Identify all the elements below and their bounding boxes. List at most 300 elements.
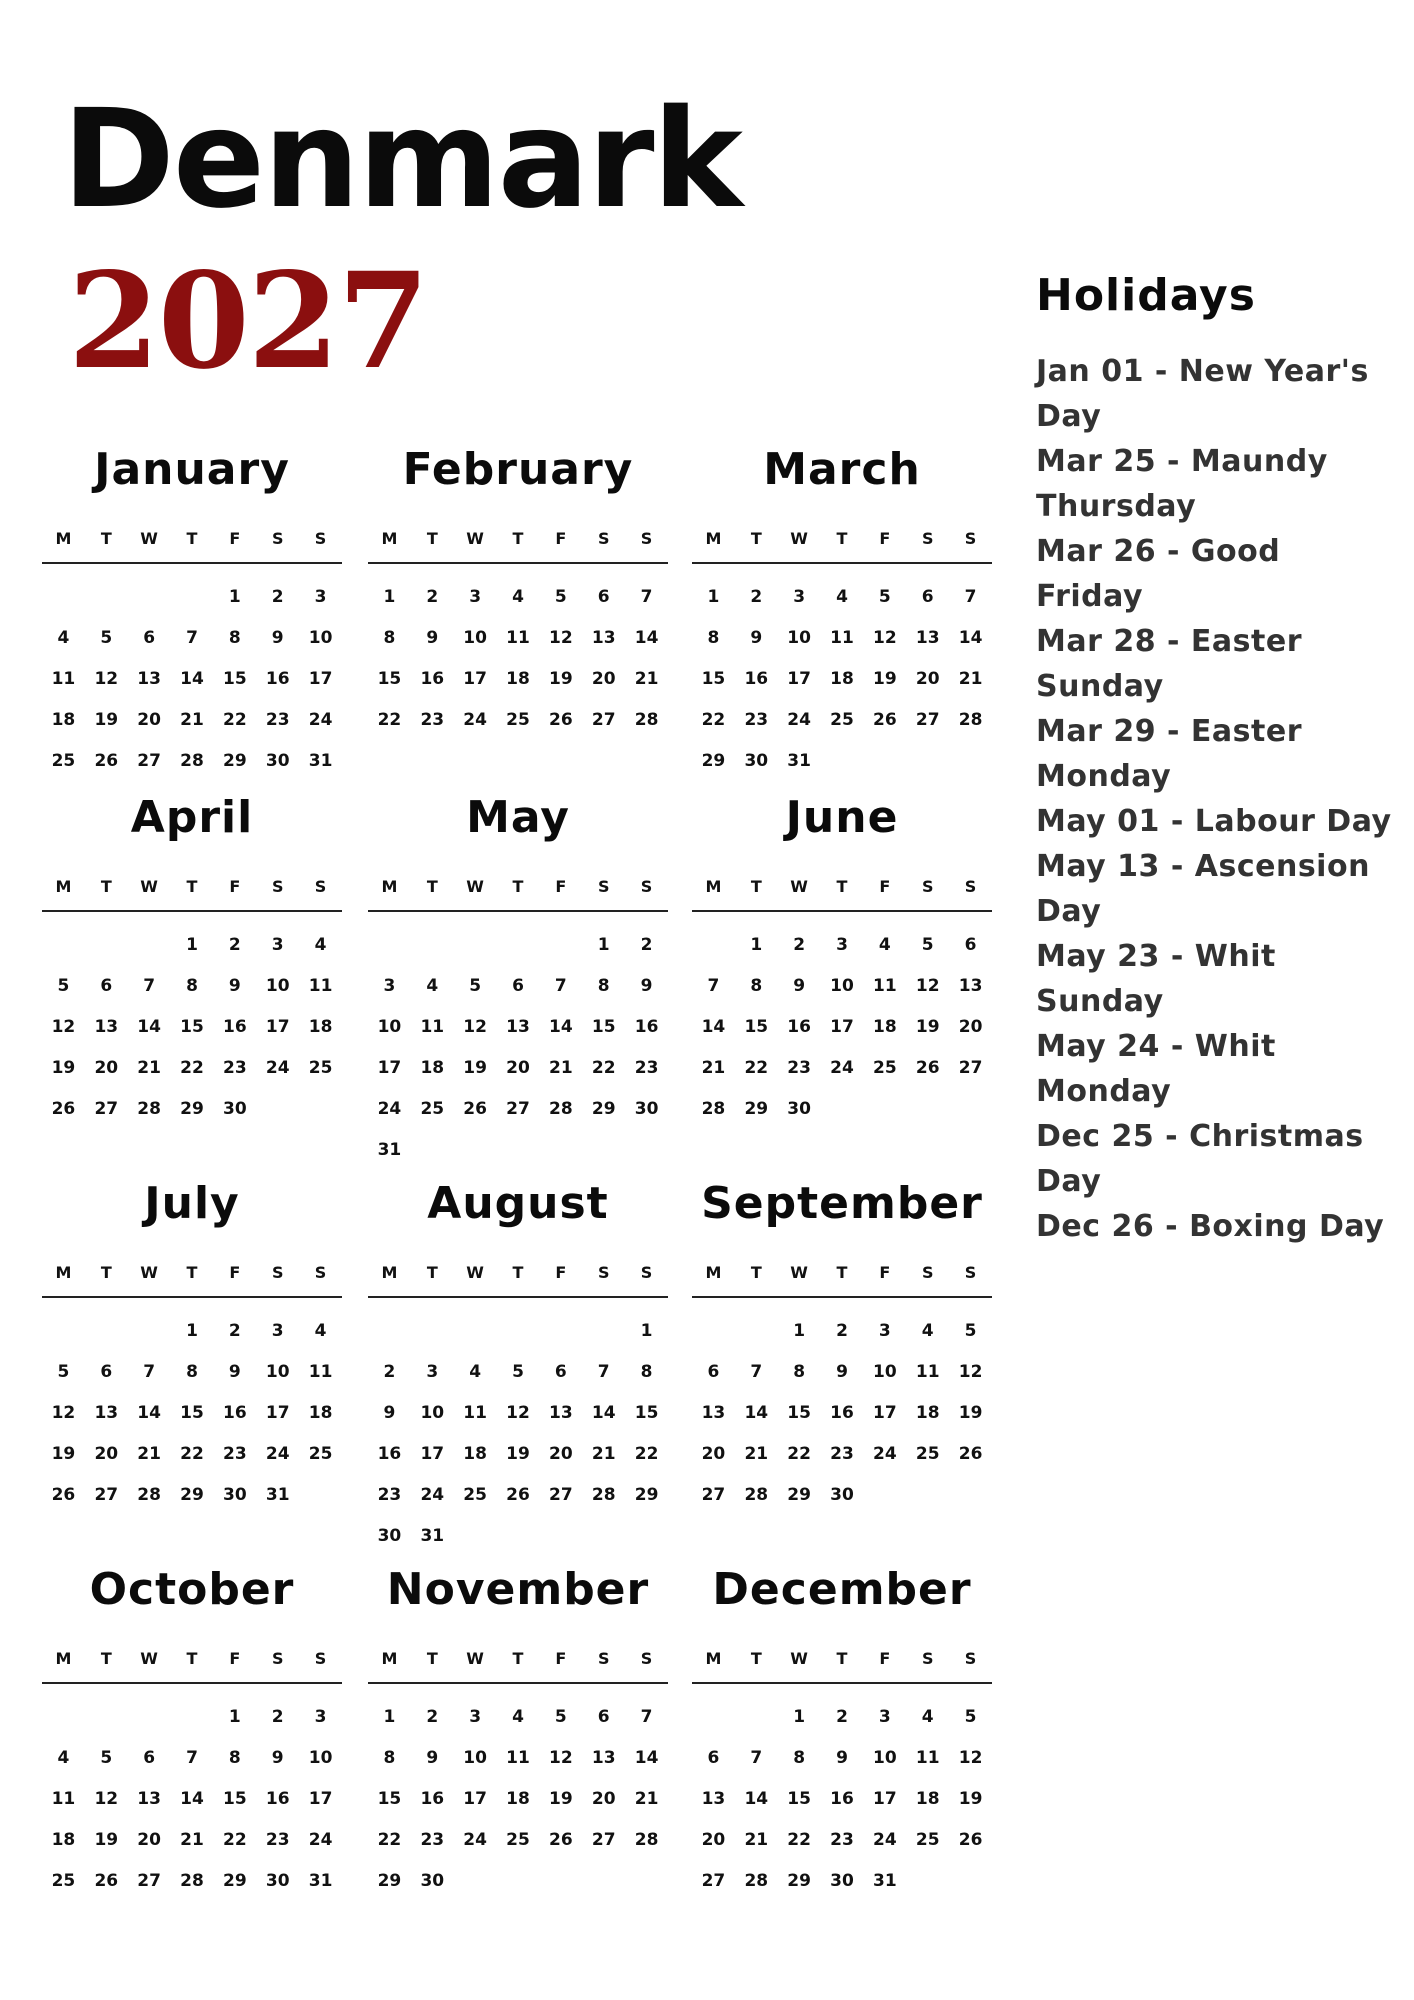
day-cell: 14 xyxy=(180,668,204,689)
day-cell: 31 xyxy=(787,750,811,771)
day-cell: 24 xyxy=(830,1057,854,1078)
weekday-label: M xyxy=(381,1263,398,1282)
day-cell: 6 xyxy=(707,1361,720,1382)
day-cell: 24 xyxy=(873,1443,897,1464)
days-grid xyxy=(368,1696,668,1901)
day-cell: 24 xyxy=(463,1829,487,1850)
day-cell: 19 xyxy=(51,1443,76,1464)
weekday-label: M xyxy=(705,1649,722,1668)
day-cell: 10 xyxy=(377,1016,402,1037)
day-cell: 9 xyxy=(426,627,439,648)
holiday-item: Mar 29 - Easter Monday xyxy=(1036,714,1303,794)
weekday-label: S xyxy=(271,1649,284,1668)
holiday-item: May 01 - Labour Day xyxy=(1036,804,1392,839)
day-cell: 3 xyxy=(426,1361,439,1382)
weekday-label: T xyxy=(186,877,198,896)
day-cell: 1 xyxy=(228,586,241,607)
day-cell: 2 xyxy=(426,586,439,607)
weekday-header xyxy=(692,1646,992,1672)
weekday-label: S xyxy=(640,1263,653,1282)
day-cell: 24 xyxy=(873,1829,897,1850)
day-cell: 15 xyxy=(377,668,402,689)
weekday-label: S xyxy=(640,529,653,548)
day-cell: 1 xyxy=(793,1706,806,1727)
day-cell: 19 xyxy=(94,709,119,730)
day-cell: 23 xyxy=(744,709,769,730)
day-cell: 5 xyxy=(878,586,891,607)
weekday-label: W xyxy=(790,877,808,896)
weekday-header xyxy=(368,1260,668,1286)
weekday-header xyxy=(692,1260,992,1286)
day-cell: 15 xyxy=(377,1788,402,1809)
day-cell: 22 xyxy=(223,1829,247,1850)
day-cell: 22 xyxy=(701,709,726,730)
day-cell: 20 xyxy=(591,668,616,689)
day-cell: 13 xyxy=(701,1402,726,1423)
divider xyxy=(42,562,342,564)
day-cell: 10 xyxy=(308,627,333,648)
days-grid xyxy=(692,1310,992,1515)
weekday-label: F xyxy=(879,877,891,896)
weekday-label: T xyxy=(100,1263,112,1282)
day-cell: 18 xyxy=(420,1057,445,1078)
day-cell: 28 xyxy=(137,1484,161,1505)
day-cell: 18 xyxy=(873,1016,897,1037)
day-cell: 7 xyxy=(554,975,567,996)
month-october xyxy=(42,1560,342,1940)
day-cell: 25 xyxy=(915,1443,940,1464)
day-cell: 19 xyxy=(873,668,897,689)
day-cell: 30 xyxy=(265,750,290,771)
day-cell: 17 xyxy=(308,668,333,689)
month-name: November xyxy=(386,1564,650,1615)
holiday-item: Jan 01 - New Year's Day xyxy=(1036,354,1369,434)
weekday-label: W xyxy=(466,529,484,548)
day-cell: 6 xyxy=(964,934,977,955)
weekday-header xyxy=(42,1260,342,1286)
day-cell: 11 xyxy=(915,1361,940,1382)
day-cell: 16 xyxy=(377,1443,402,1464)
month-name: March xyxy=(763,444,921,495)
holiday-list xyxy=(1036,349,1396,1249)
weekday-label: F xyxy=(879,1263,891,1282)
day-cell: 23 xyxy=(223,1443,247,1464)
day-cell: 2 xyxy=(228,1320,241,1341)
day-cell: 4 xyxy=(57,1747,70,1768)
day-cell: 10 xyxy=(463,1747,487,1768)
day-cell: 31 xyxy=(420,1525,445,1546)
day-cell: 7 xyxy=(640,586,653,607)
weekday-label: M xyxy=(381,877,398,896)
day-cell: 12 xyxy=(51,1016,76,1037)
day-cell: 1 xyxy=(707,586,720,607)
day-cell: 22 xyxy=(591,1057,616,1078)
divider xyxy=(42,1296,342,1298)
day-cell: 7 xyxy=(597,1361,610,1382)
day-cell: 28 xyxy=(137,1098,161,1119)
day-cell: 29 xyxy=(744,1098,769,1119)
days-grid xyxy=(692,576,992,781)
weekday-label: T xyxy=(836,877,848,896)
day-cell: 5 xyxy=(554,1706,567,1727)
day-cell: 15 xyxy=(744,1016,769,1037)
day-cell: 7 xyxy=(750,1747,763,1768)
day-cell: 5 xyxy=(57,1361,70,1382)
day-cell: 28 xyxy=(744,1870,769,1891)
weekday-label: S xyxy=(271,1263,284,1282)
month-name: July xyxy=(144,1178,240,1229)
holiday-item: May 13 - Ascension Day xyxy=(1036,849,1370,929)
day-cell: 13 xyxy=(701,1788,726,1809)
month-july xyxy=(42,1174,342,1554)
day-cell: 24 xyxy=(787,709,811,730)
day-cell: 15 xyxy=(634,1402,659,1423)
day-cell: 12 xyxy=(549,627,573,648)
day-cell: 23 xyxy=(787,1057,811,1078)
day-cell: 13 xyxy=(958,975,983,996)
day-cell: 20 xyxy=(915,668,940,689)
day-cell: 19 xyxy=(463,1057,487,1078)
day-cell: 30 xyxy=(830,1484,854,1505)
day-cell: 10 xyxy=(308,1747,333,1768)
day-cell: 13 xyxy=(506,1016,530,1037)
day-cell: 13 xyxy=(137,668,161,689)
day-cell: 6 xyxy=(921,586,934,607)
weekday-label: W xyxy=(790,529,808,548)
day-cell: 8 xyxy=(383,1747,396,1768)
day-cell: 25 xyxy=(506,709,530,730)
divider xyxy=(692,562,992,564)
day-cell: 24 xyxy=(265,1057,290,1078)
weekday-label: M xyxy=(705,529,722,548)
day-cell: 26 xyxy=(873,709,897,730)
weekday-label: M xyxy=(381,1649,398,1668)
weekday-label: M xyxy=(55,529,72,548)
day-cell: 13 xyxy=(94,1016,119,1037)
day-cell: 24 xyxy=(377,1098,402,1119)
day-cell: 4 xyxy=(512,586,524,607)
day-cell: 21 xyxy=(180,1829,204,1850)
day-cell: 9 xyxy=(640,975,653,996)
day-cell: 25 xyxy=(308,1443,333,1464)
day-cell: 20 xyxy=(958,1016,983,1037)
weekday-label: W xyxy=(466,1649,484,1668)
day-cell: 16 xyxy=(223,1402,247,1423)
day-cell: 9 xyxy=(836,1747,848,1768)
day-cell: 19 xyxy=(94,1829,119,1850)
day-cell: 23 xyxy=(265,1829,290,1850)
weekday-header xyxy=(368,526,668,552)
weekday-label: W xyxy=(790,1263,808,1282)
day-cell: 22 xyxy=(787,1443,811,1464)
weekday-label: S xyxy=(314,1649,327,1668)
weekday-label: W xyxy=(140,877,158,896)
day-cell: 27 xyxy=(94,1098,119,1119)
day-cell: 6 xyxy=(143,1747,156,1768)
month-january xyxy=(42,440,342,820)
month-name: April xyxy=(130,792,254,843)
weekday-label: T xyxy=(512,877,524,896)
day-cell: 10 xyxy=(463,627,487,648)
weekday-label: T xyxy=(836,529,848,548)
day-cell: 13 xyxy=(915,627,940,648)
day-cell: 29 xyxy=(180,1484,204,1505)
day-cell: 27 xyxy=(137,1870,161,1891)
divider xyxy=(368,1296,668,1298)
day-cell: 29 xyxy=(180,1098,204,1119)
day-cell: 4 xyxy=(921,1320,934,1341)
day-cell: 24 xyxy=(265,1443,290,1464)
day-cell: 2 xyxy=(426,1706,439,1727)
weekday-label: S xyxy=(964,1649,977,1668)
month-april xyxy=(42,788,342,1168)
day-cell: 14 xyxy=(549,1016,573,1037)
day-cell: 12 xyxy=(958,1361,983,1382)
day-cell: 20 xyxy=(701,1829,726,1850)
divider xyxy=(42,1682,342,1684)
day-cell: 28 xyxy=(180,1870,204,1891)
day-cell: 11 xyxy=(308,1361,333,1382)
month-september xyxy=(692,1174,992,1554)
day-cell: 13 xyxy=(137,1788,161,1809)
day-cell: 1 xyxy=(750,934,763,955)
weekday-label: S xyxy=(964,529,977,548)
weekday-label: S xyxy=(640,877,653,896)
holiday-item: Dec 26 - Boxing Day xyxy=(1036,1209,1385,1244)
day-cell: 3 xyxy=(878,1706,891,1727)
day-cell: 27 xyxy=(915,709,940,730)
day-cell: 18 xyxy=(915,1788,940,1809)
weekday-label: T xyxy=(836,1649,848,1668)
day-cell: 4 xyxy=(878,934,891,955)
weekday-label: T xyxy=(750,877,762,896)
weekday-header xyxy=(692,526,992,552)
holiday-item: Mar 26 - Good Friday xyxy=(1036,534,1281,614)
day-cell: 6 xyxy=(597,1706,610,1727)
day-cell: 16 xyxy=(265,668,290,689)
day-cell: 8 xyxy=(186,975,198,996)
day-cell: 29 xyxy=(377,1870,402,1891)
day-cell: 13 xyxy=(94,1402,119,1423)
weekday-label: W xyxy=(140,1649,158,1668)
day-cell: 25 xyxy=(830,709,854,730)
weekday-label: F xyxy=(229,529,241,548)
day-cell: 7 xyxy=(750,1361,763,1382)
day-cell: 14 xyxy=(634,1747,659,1768)
day-cell: 30 xyxy=(830,1870,854,1891)
day-cell: 4 xyxy=(469,1361,482,1382)
day-cell: 23 xyxy=(223,1057,247,1078)
day-cell: 27 xyxy=(591,709,616,730)
day-cell: 2 xyxy=(228,934,241,955)
day-cell: 1 xyxy=(186,1320,198,1341)
holiday-item: Mar 28 - Easter Sunday xyxy=(1036,624,1303,704)
day-cell: 15 xyxy=(180,1016,204,1037)
day-cell: 15 xyxy=(701,668,726,689)
day-cell: 9 xyxy=(793,975,806,996)
weekday-header xyxy=(692,874,992,900)
weekday-label: W xyxy=(140,1263,158,1282)
day-cell: 22 xyxy=(377,1829,402,1850)
day-cell: 20 xyxy=(549,1443,573,1464)
day-cell: 1 xyxy=(383,586,396,607)
day-cell: 25 xyxy=(506,1829,530,1850)
day-cell: 3 xyxy=(314,1706,327,1727)
day-cell: 21 xyxy=(137,1443,161,1464)
day-cell: 14 xyxy=(958,627,983,648)
day-cell: 11 xyxy=(506,1747,530,1768)
day-cell: 31 xyxy=(377,1139,402,1160)
month-name: December xyxy=(712,1564,972,1615)
day-cell: 17 xyxy=(787,668,811,689)
day-cell: 19 xyxy=(506,1443,530,1464)
day-cell: 2 xyxy=(640,934,653,955)
day-cell: 5 xyxy=(100,627,113,648)
holidays-title: Holidays xyxy=(1036,270,1256,321)
day-cell: 11 xyxy=(915,1747,940,1768)
day-cell: 12 xyxy=(94,1788,119,1809)
day-cell: 2 xyxy=(793,934,806,955)
day-cell: 30 xyxy=(634,1098,659,1119)
day-cell: 6 xyxy=(100,975,113,996)
days-grid xyxy=(42,1696,342,1901)
weekday-label: F xyxy=(229,1263,241,1282)
divider xyxy=(692,1682,992,1684)
day-cell: 18 xyxy=(51,1829,76,1850)
day-cell: 18 xyxy=(506,1788,530,1809)
day-cell: 14 xyxy=(180,1788,204,1809)
day-cell: 20 xyxy=(137,709,161,730)
weekday-label: M xyxy=(381,529,398,548)
weekday-label: F xyxy=(555,1263,567,1282)
day-cell: 30 xyxy=(420,1870,445,1891)
day-cell: 6 xyxy=(554,1361,567,1382)
day-cell: 3 xyxy=(469,586,482,607)
days-grid xyxy=(368,924,668,1170)
weekday-label: T xyxy=(512,1263,524,1282)
day-cell: 8 xyxy=(228,1747,241,1768)
day-cell: 8 xyxy=(750,975,763,996)
day-cell: 5 xyxy=(100,1747,113,1768)
day-cell: 1 xyxy=(640,1320,653,1341)
day-cell: 24 xyxy=(463,709,487,730)
day-cell: 22 xyxy=(634,1443,659,1464)
day-cell: 5 xyxy=(57,975,70,996)
day-cell: 21 xyxy=(549,1057,573,1078)
weekday-header xyxy=(42,874,342,900)
day-cell: 8 xyxy=(383,627,396,648)
day-cell: 8 xyxy=(707,627,720,648)
weekday-label: T xyxy=(836,1263,848,1282)
day-cell: 10 xyxy=(873,1747,897,1768)
weekday-label: T xyxy=(100,877,112,896)
day-cell: 9 xyxy=(836,1361,848,1382)
day-cell: 17 xyxy=(873,1402,897,1423)
day-cell: 31 xyxy=(308,1870,333,1891)
day-cell: 26 xyxy=(463,1098,487,1119)
weekday-label: T xyxy=(426,1649,438,1668)
day-cell: 21 xyxy=(634,668,659,689)
month-december xyxy=(692,1560,992,1940)
day-cell: 2 xyxy=(271,586,284,607)
weekday-label: T xyxy=(426,1263,438,1282)
weekday-label: S xyxy=(597,1263,610,1282)
day-cell: 2 xyxy=(836,1320,848,1341)
weekday-label: S xyxy=(314,1263,327,1282)
day-cell: 3 xyxy=(383,975,396,996)
holiday-item: May 23 - Whit Sunday xyxy=(1036,939,1276,1019)
day-cell: 7 xyxy=(143,1361,156,1382)
day-cell: 9 xyxy=(228,975,241,996)
day-cell: 29 xyxy=(223,750,247,771)
weekday-label: S xyxy=(271,877,284,896)
weekday-label: T xyxy=(186,1263,198,1282)
day-cell: 23 xyxy=(634,1057,659,1078)
weekday-label: M xyxy=(55,877,72,896)
day-cell: 19 xyxy=(549,1788,573,1809)
day-cell: 21 xyxy=(591,1443,616,1464)
day-cell: 27 xyxy=(506,1098,530,1119)
day-cell: 2 xyxy=(750,586,763,607)
weekday-label: W xyxy=(466,877,484,896)
weekday-label: F xyxy=(879,529,891,548)
day-cell: 13 xyxy=(591,1747,616,1768)
day-cell: 12 xyxy=(463,1016,487,1037)
weekday-label: T xyxy=(426,877,438,896)
day-cell: 22 xyxy=(180,1057,204,1078)
month-november xyxy=(368,1560,668,1940)
holiday-item: Mar 25 - Maundy Thursday xyxy=(1036,444,1328,524)
day-cell: 27 xyxy=(94,1484,119,1505)
day-cell: 23 xyxy=(377,1484,402,1505)
weekday-label: M xyxy=(55,1649,72,1668)
day-cell: 26 xyxy=(51,1484,76,1505)
day-cell: 7 xyxy=(186,1747,198,1768)
day-cell: 5 xyxy=(554,586,567,607)
day-cell: 7 xyxy=(707,975,720,996)
day-cell: 29 xyxy=(223,1870,247,1891)
month-name: October xyxy=(89,1564,295,1615)
weekday-label: T xyxy=(186,1649,198,1668)
days-grid xyxy=(42,576,342,781)
weekday-label: S xyxy=(314,877,327,896)
day-cell: 29 xyxy=(787,1870,811,1891)
day-cell: 4 xyxy=(314,1320,327,1341)
page-title: Denmark xyxy=(62,81,741,239)
day-cell: 13 xyxy=(549,1402,573,1423)
day-cell: 16 xyxy=(744,668,769,689)
day-cell: 17 xyxy=(420,1443,445,1464)
day-cell: 6 xyxy=(512,975,524,996)
day-cell: 29 xyxy=(634,1484,659,1505)
day-cell: 14 xyxy=(591,1402,616,1423)
day-cell: 5 xyxy=(921,934,934,955)
month-name: August xyxy=(427,1178,609,1229)
day-cell: 18 xyxy=(915,1402,940,1423)
weekday-header xyxy=(42,526,342,552)
day-cell: 10 xyxy=(265,975,290,996)
day-cell: 25 xyxy=(420,1098,445,1119)
weekday-header xyxy=(368,1646,668,1672)
day-cell: 27 xyxy=(958,1057,983,1078)
divider xyxy=(368,562,668,564)
day-cell: 3 xyxy=(793,586,806,607)
day-cell: 18 xyxy=(463,1443,487,1464)
weekday-label: F xyxy=(879,1649,891,1668)
day-cell: 23 xyxy=(420,1829,445,1850)
day-cell: 10 xyxy=(420,1402,445,1423)
day-cell: 14 xyxy=(701,1016,726,1037)
